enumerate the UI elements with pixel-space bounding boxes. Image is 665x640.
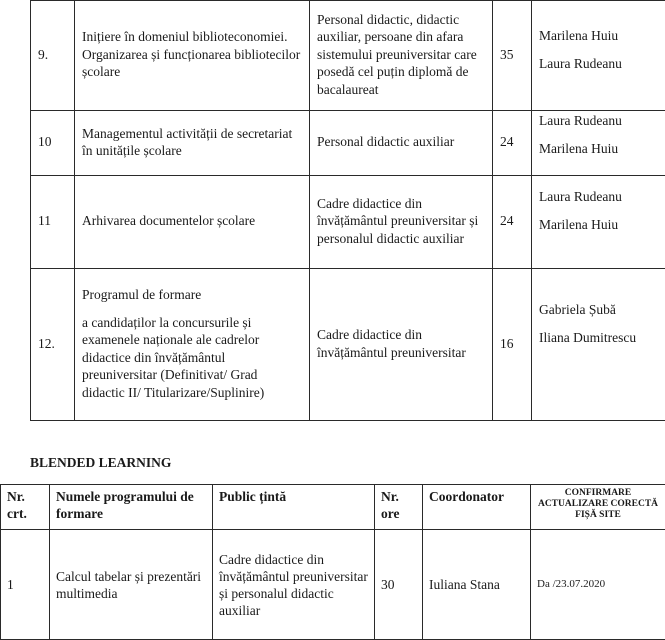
coordinators [532,111,665,176]
coordinator-name: Marilena Huiu [539,27,658,55]
row-number: 9. [31,1,75,111]
target-audience: Cadre didactice din învățământul preuniversitar [310,269,493,421]
program-description: a candidaților la concursurile și examenele naționale ale cadrelor didactice din învățământul preuniversitar (Definitivat/ Grad didactic II/ Titularizare/Suplinire) [82,314,302,402]
target-audience: Personal didactic, didactic auxiliar, persoane din afara sistemului preuniversitar care posedă cel puțin diplomă de bacalaureat [310,1,493,111]
header-hours: Nr. ore [375,485,423,530]
row-number: 10 [31,111,75,176]
confirmation: Da /23.07.2020 [531,530,665,640]
table-row [1,530,665,640]
hours: 16 [493,269,532,421]
header-program: Numele programului de formare [50,485,213,530]
coordinators [532,1,665,111]
coordinators [532,269,665,421]
coordinator-name: Iuliana Stana [423,530,531,640]
coordinators [532,176,665,269]
program-name: Managementul activității de secretariat în unitățile școlare [75,111,310,176]
table-row [31,269,665,421]
program-name: Inițiere în domeniul biblioteconomiei. Organizarea și funcționarea bibliotecilor școlare [75,1,310,111]
header-target: Public țintă [213,485,375,530]
blended-learning-table [0,484,665,640]
coordinator-name: Marilena Huiu [539,216,658,244]
program-name: Arhivarea documentelor școlare [75,176,310,269]
hours: 24 [493,176,532,269]
hours: 35 [493,1,532,111]
coordinator-name: Laura Rudeanu [539,112,658,140]
hours: 30 [375,530,423,640]
target-audience: Personal didactic auxiliar [310,111,493,176]
header-coordinator: Coordonator [423,485,531,530]
coordinator-name: Laura Rudeanu [539,55,658,83]
hours: 24 [493,111,532,176]
coordinator-name: Marilena Huiu [539,140,658,168]
coordinator-name: Iliana Dumitrescu [539,329,658,357]
header-confirm: CONFIRMARE ACTUALIZARE CORECTĂ FIȘĂ SITE [531,485,665,530]
training-programs-table [30,0,665,421]
row-number: 1 [1,530,50,640]
coordinator-name: Gabriela Șubă [539,301,658,329]
target-audience: Cadre didactice din învățământul preuniversitar și personalul didactic auxiliar [310,176,493,269]
table-row [31,1,665,111]
section-heading: BLENDED LEARNING [30,455,171,471]
table-row [31,111,665,176]
header-row [1,485,665,530]
header-nr: Nr. crt. [1,485,50,530]
row-number: 12. [31,269,75,421]
table-row [31,176,665,269]
target-audience: Cadre didactice din învățământul preuniversitar și personalul didactic auxiliar [213,530,375,640]
program-title: Programul de formare [82,286,302,304]
coordinator-name: Laura Rudeanu [539,188,658,216]
row-number: 11 [31,176,75,269]
program-name: Calcul tabelar și prezentări multimedia [50,530,213,640]
program-name [75,269,310,421]
